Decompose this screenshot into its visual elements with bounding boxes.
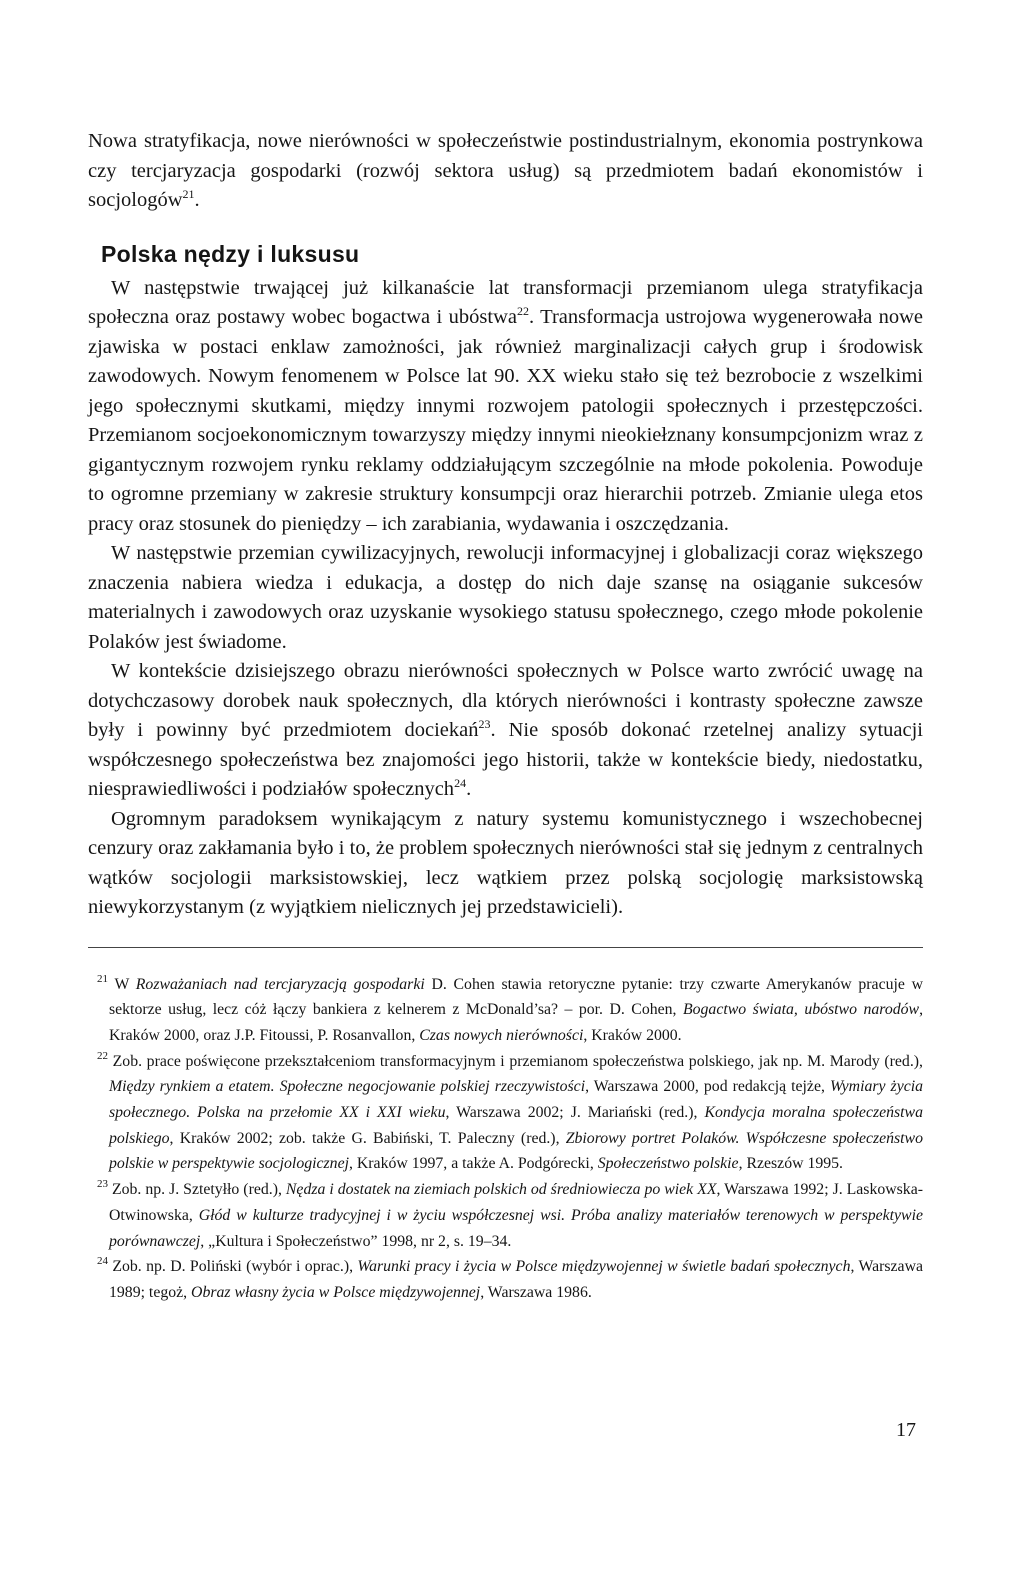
footnote-text: , Kraków 1997, a także A. Podgórecki, [348, 1155, 598, 1173]
footnote-text: , Warszawa 1989; tegoż, [109, 1258, 923, 1301]
footnote-ref-24: 24 [454, 776, 467, 790]
footnote-text: , Rzeszów 1995. [738, 1155, 843, 1173]
footnote-text: Zob. prace poświęcone przekształceniom transformacyjnym i przemianom społeczeństwa polskiego, jak np. M. Marody (red.), [112, 1052, 923, 1070]
footnote-text: , Warszawa 2002; J. Mariański (red.), [445, 1104, 705, 1122]
footnote-title: Bogactwo świata, ubóstwo narodów [682, 1001, 920, 1019]
footnotes [88, 972, 923, 1306]
footnote-number: 21 [97, 972, 108, 985]
intro-text: Nowa stratyfikacja, nowe nierówności w społeczeństwie postindustrialnym, ekonomia postrynkowa czy tercjaryzacja gospodarki (rozwój sektora usług) są przedmiotem badań ekonomistów i socjologów [88, 130, 923, 211]
footnote-number: 24 [97, 1255, 108, 1268]
footnote-text: , Warszawa 1986. [480, 1283, 592, 1301]
footnote-title: Warunki pracy i życia w Polsce międzywojennej w świetle badań społecznych [357, 1258, 851, 1276]
page-content [88, 127, 923, 1306]
footnote-title: Rozważaniach nad tercjaryzacją gospodarki [135, 975, 425, 993]
footnote-title: Społeczeństwo polskie [597, 1155, 739, 1173]
footnote-title: Zbiorowy portret Polaków. Współczesne społeczeństwo polskie w perspektywie socjologicznej [109, 1129, 923, 1173]
footnote-title: Wymiary życia społecznego. Polska na przełomie XX i XXI wieku [109, 1078, 924, 1122]
footnote-title: Między rynkiem a etatem. Społeczne negocjowanie polskiej rzeczywistości [109, 1078, 586, 1096]
footnote-number: 22 [97, 1049, 108, 1062]
footnote-text: , Kraków 2002; zob. także G. Babiński, T. Paleczny (red.), [169, 1129, 566, 1147]
paragraph-1-part-a: W następstwie trwającej już kilkanaście lat transformacji przemianom ulega stratyfikacja społeczna oraz postawy wobec bogactwa i ubóstwa [88, 276, 923, 328]
footnote-text: Zob. np. J. Sztetyłło (red.), [111, 1181, 286, 1199]
footnote-ref-23: 23 [478, 717, 491, 731]
footnote-title: Kondycja moralna społeczeństwa polskiego [109, 1104, 923, 1147]
footnote-text: Zob. np. D. Poliński (wybór i oprac.), [112, 1258, 358, 1276]
paragraph-3 [88, 657, 923, 805]
paragraph-1-part-b: . Transformacja ustrojowa wygenerowała nowe zjawiska w postaci enklaw zamożności, jak również marginalizacji całych grup i środowisk zawodowych. Nowym fenomenem w Polsce lat 90. XX wieku stało się też bezrobocie z wszelkimi jego społecznymi skutkami, między innymi rozwojem patologii społecznych i przestępczości. Przemianom socjoekonomicznym towarzyszy między innymi nieokiełznany konsumpcjonizm wraz z gigantycznym rozwojem rynku reklamy oddziałującym szczególnie na młode pokolenia. Powoduje to ogromne przemiany w zakresie struktury konsumpcji oraz hierarchii potrzeb. Zmianie ulega etos pracy oraz stosunek do pieniędzy – ich zarabiania, wydawania i oszczędzania. [88, 306, 923, 535]
footnote-22 [88, 1049, 923, 1178]
footnote-23 [88, 1177, 923, 1254]
footnote-text: , „Kultura i Społeczeństwo” 1998, nr 2, s. 19–34. [200, 1232, 512, 1250]
footnote-text: , Kraków 2000. [583, 1026, 682, 1044]
paragraph-3-part-b: . Nie sposób dokonać rzetelnej analizy sytuacji współczesnego społeczeństwa bez znajomości jego historii, także w kontekście biedy, niedostatku, niesprawiedliwości i podziałów społecznych [88, 719, 923, 800]
footnote-text: , Kraków 2000, oraz J.P. Fitoussi, P. Rosanvallon, [109, 1001, 924, 1044]
footnote-title: Nędza i dostatek na ziemiach polskich od średniowiecza po wiek XX [285, 1181, 717, 1199]
footnote-title: Obraz własny życia w Polsce międzywojennej [191, 1283, 481, 1301]
footnote-number: 23 [97, 1178, 108, 1191]
footnote-ref-22: 22 [517, 304, 529, 318]
footnote-text: , Warszawa 2000, pod redakcją tejże, [585, 1078, 830, 1096]
footnote-text: , Warszawa 1992; J. Laskowska-Otwinowska, [109, 1181, 923, 1224]
footnote-title: Czas nowych nierówności [419, 1026, 584, 1044]
paragraph-3-part-a: W kontekście dzisiejszego obrazu nierówności społecznych w Polsce warto zwrócić uwagę na dotychczasowy dorobek nauk społecznych, dla których nierówności i kontrasty społeczne zawsze były i powinny być przedmiotem dociekań [88, 660, 923, 741]
page-number: 17 [896, 1419, 916, 1441]
footnote-24 [88, 1254, 923, 1305]
footnote-divider [88, 947, 923, 948]
paragraph-3-part-c: . [466, 778, 472, 800]
section-heading: Polska nędzy i luksusu [101, 240, 360, 267]
footnote-title: Głód w kulturze tradycyjnej i w życiu współczesnej wsi. Próba analizy materiałów terenowych w perspektywie porównawczej [109, 1206, 923, 1250]
intro-paragraph [88, 127, 923, 216]
footnote-text: W [114, 975, 136, 993]
footnote-21 [88, 972, 923, 1049]
footnote-text: D. Cohen stawia retoryczne pytanie: trzy czwarte Amerykanów pracuje w sektorze usług, lecz cóż łączy bankiera z kelnerem z McDonald’sa? – por. D. Cohen, [109, 975, 923, 1019]
intro-end: . [194, 189, 200, 211]
paragraph-1 [88, 274, 923, 540]
paragraph-4: Ogromnym paradoksem wynikającym z natury systemu komunistycznego i wszechobecnej cenzury oraz zakłamania było i to, że problem społecznych nierówności stał się jednym z centralnych wątków socjologii marksistowskiej, lecz wątkiem przez polską socjologię marksistowską niewykorzystanym (z wyjątkiem nielicznych jej przedstawicieli). [88, 807, 923, 918]
paragraph-2: W następstwie przemian cywilizacyjnych, rewolucji informacyjnej i globalizacji coraz większego znaczenia nabiera wiedza i edukacja, a dostęp do nich daje szansę na osiąganie sukcesów materialnych i zawodowych oraz uzyskanie wysokiego statusu społecznego, czego młode pokolenie Polaków jest świadome. [88, 542, 923, 653]
footnote-ref-21: 21 [182, 187, 195, 201]
